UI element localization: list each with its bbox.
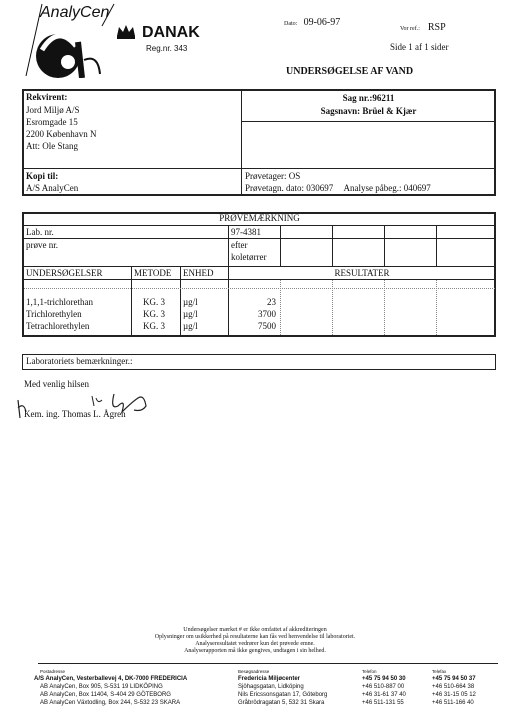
footer-tel: +46 31-61 37 40 — [362, 692, 406, 698]
rekvirent-address — [26, 104, 97, 152]
footer-divider — [38, 663, 498, 664]
header-metode: METODE — [134, 268, 172, 278]
rekvirent-label: Rekvirent: — [26, 92, 68, 102]
rekvirent-line: Att: Ole Stang — [26, 141, 78, 151]
footer-fax: +46 511-166 40 — [432, 700, 474, 706]
analyte-name: Trichlorethylen — [26, 309, 82, 319]
document-title: UNDERSØGELSE AF VAND — [286, 66, 414, 77]
header-undersogelser: UNDERSØGELSER — [26, 268, 103, 278]
footer-visit: Nils Ericssonsgatan 17, Göteborg — [238, 692, 328, 698]
logo-brand-text: AnalyCen — [40, 4, 110, 21]
header-resultater: RESULTATER — [334, 268, 390, 278]
footer-row — [34, 691, 500, 699]
analysis-start: Analyse påbeg.: 040697 — [343, 183, 431, 193]
rekvirent-line: Jord Miljø A/S — [26, 105, 80, 115]
sample-nr-label: prøve nr. — [26, 240, 58, 250]
footer-row — [34, 699, 500, 707]
footer-post: AB AnalyCen, Box 905, S-531 19 LIDKÖPING — [40, 684, 163, 690]
lab-nr-label: Lab. nr. — [26, 227, 54, 237]
analyte-result: 3700 — [258, 309, 276, 319]
footer-visit: Fredericia Miljøcenter — [238, 676, 301, 682]
ref-label: Vor ref.: — [400, 26, 420, 32]
footer-visit: Gråbrödragatan 5, 532 31 Skara — [238, 700, 325, 706]
case-number: Sag nr.:96211 — [342, 93, 395, 103]
note-line: Analyserapporten må ikke gengives, undtagen i sin helhed. — [184, 648, 326, 654]
sampling-date: Prøvetagn. dato: 030697 — [245, 183, 334, 193]
accreditation-name: DANAK — [142, 24, 200, 41]
note-line: Undersøgelser mærket # er ikke omfattet af akkrediteringen — [183, 627, 327, 633]
results-rows — [26, 296, 486, 332]
footer-rows — [34, 675, 500, 707]
date-value: 09-06-97 — [303, 17, 341, 28]
page-info: Side 1 af 1 sider — [390, 42, 449, 52]
analyte-method: KG. 3 — [143, 297, 165, 307]
analyte-method: KG. 3 — [143, 321, 165, 331]
analyte-unit: µg/l — [183, 297, 198, 307]
table-row — [26, 296, 486, 308]
footer-visit: Sjöhagsgatan, Lidköping — [238, 684, 304, 690]
table-row — [26, 308, 486, 320]
footer-col-post: Postadresse — [40, 669, 66, 674]
table-row — [26, 320, 486, 332]
footer-col-visit: Besøgsadresse — [238, 669, 270, 674]
accreditation-reg-nr: Reg.nr. 343 — [146, 44, 188, 53]
date-line — [284, 17, 340, 28]
lab-nr-value: 97-4381 — [231, 227, 261, 237]
analyte-result: 7500 — [258, 321, 276, 331]
signer-name: Kem. ing. Thomas L. Ågren — [24, 409, 126, 419]
footer-row — [34, 675, 500, 683]
footer-col-tel: Telefon — [362, 669, 377, 674]
crown-icon — [115, 22, 137, 45]
sample-nr-value-2: koletørrer — [231, 252, 267, 262]
analyte-name: Tetrachlorethylen — [26, 321, 90, 331]
sample-nr-value-1: efter — [231, 240, 248, 250]
kopi-value: A/S AnalyCen — [26, 183, 79, 193]
analyte-unit: µg/l — [183, 309, 198, 319]
analyte-name: 1,1,1-trichlorethan — [26, 297, 93, 307]
footer-fax: +46 510-664 38 — [432, 684, 475, 690]
analyte-method: KG. 3 — [143, 309, 165, 319]
footer-post: AB AnalyCen, Box 11404, S-404 29 GÖTEBORG — [40, 692, 171, 698]
report-notes — [60, 627, 450, 655]
lab-remarks-label: Laboratoriets bemærkninger.: — [26, 356, 133, 366]
sample-marking-title: PRØVEMÆRKNING — [219, 213, 300, 223]
note-line: Analyseresultatet vedrører kun det prøvede emne. — [195, 641, 315, 647]
footer-fax: +46 31-15 05 12 — [432, 692, 476, 698]
footer-post: AB AnalyCen Växtodling, Box 244, S-532 23 SKARA — [40, 700, 181, 706]
ref-value: RSP — [427, 22, 446, 33]
closing-greeting: Med venlig hilsen — [24, 379, 89, 389]
footer-tel: +45 75 94 50 30 — [362, 676, 406, 682]
rekvirent-line: 2200 København N — [26, 129, 97, 139]
case-name: Sagsnavn: Brüel & Kjær — [320, 106, 417, 116]
footer-tel: +46 511-131 55 — [362, 700, 404, 706]
analyte-unit: µg/l — [183, 321, 198, 331]
footer-col-fax: Telefax — [432, 669, 447, 674]
date-label: Dato: — [284, 21, 298, 27]
sampler: Prøvetager: OS — [245, 171, 301, 181]
header-enhed: ENHED — [183, 268, 214, 278]
footer-tel: +46 510-887 00 — [362, 684, 405, 690]
ref-line — [400, 17, 446, 35]
rekvirent-line: Esromgade 15 — [26, 117, 78, 127]
footer-post: A/S AnalyCen, Vesterballevej 4, DK-7000 FREDERICIA — [34, 676, 188, 682]
footer-fax: +45 75 94 50 37 — [432, 676, 476, 682]
note-line: Oplysninger om usikkerhed på resultaterne kan fås ved henvendelse til laboratoriet. — [154, 634, 356, 640]
analyte-result: 23 — [267, 297, 276, 307]
sampling-date-line — [245, 183, 431, 193]
footer-row — [34, 683, 500, 691]
kopi-label: Kopi til: — [26, 171, 59, 181]
